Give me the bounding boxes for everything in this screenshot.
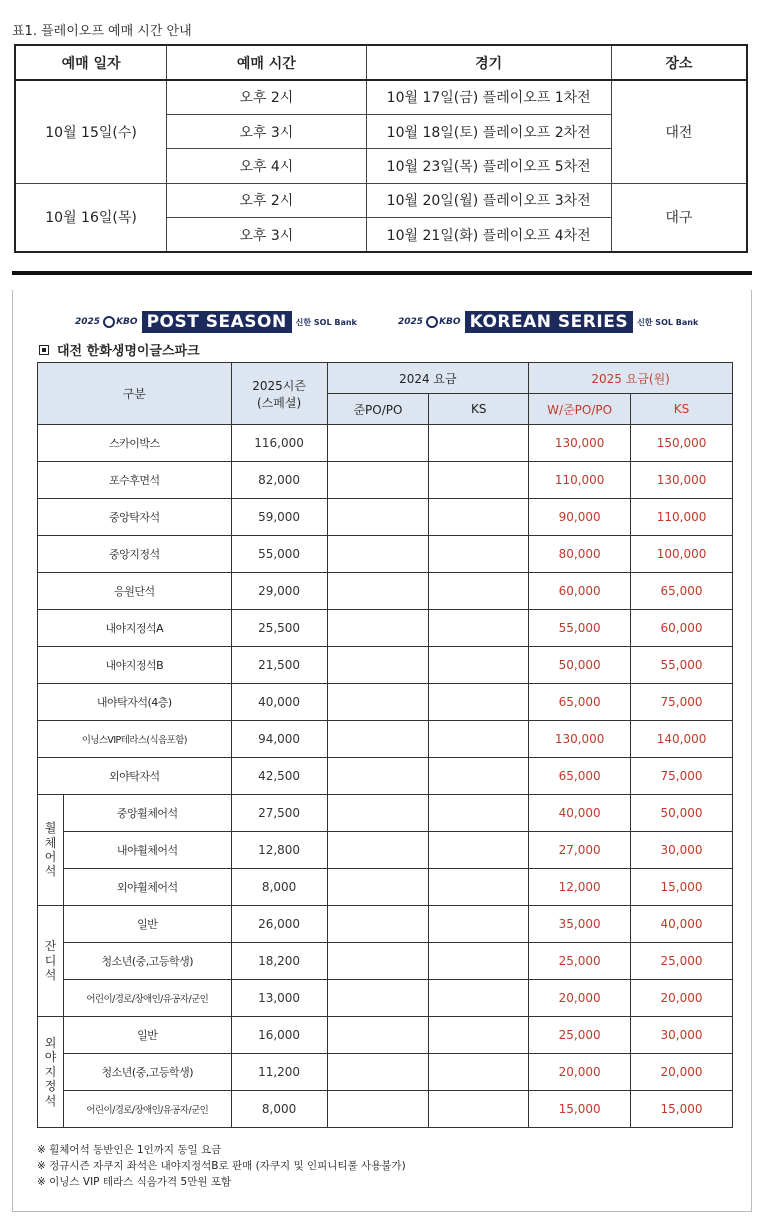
price-row	[38, 869, 733, 906]
price-2025-po: 50,000	[529, 647, 631, 684]
price-2024-po	[327, 832, 429, 869]
price-row	[38, 573, 733, 610]
price-row	[38, 832, 733, 869]
seat-name: 청소년(중,고등학생)	[63, 1054, 231, 1091]
price-2024-ks	[429, 832, 529, 869]
seat-name: 중앙지정석	[38, 536, 232, 573]
seat-name: 스카이박스	[38, 425, 232, 462]
season-price: 21,500	[231, 647, 327, 684]
price-row	[38, 980, 733, 1017]
header-category: 구분	[38, 363, 232, 425]
price-2024-ks	[429, 1091, 529, 1128]
price-2024-ks	[429, 721, 529, 758]
seat-name: 외야휠체어석	[63, 869, 231, 906]
price-row	[38, 943, 733, 980]
price-2025-po: 12,000	[529, 869, 631, 906]
price-row	[38, 462, 733, 499]
brand-sponsor: 신한 SOL Bank	[295, 317, 357, 327]
price-2025-ks: 130,000	[631, 462, 733, 499]
season-price: 13,000	[231, 980, 327, 1017]
schedule-table	[14, 44, 748, 253]
price-2024-po	[327, 721, 429, 758]
price-2024-po	[327, 980, 429, 1017]
price-2025-po: 27,000	[529, 832, 631, 869]
seat-name: 어린이/경로/장애인/유공자/군인	[63, 1091, 231, 1128]
brand-kbo: KBO	[439, 317, 461, 327]
seat-name: 내야휠체어석	[63, 832, 231, 869]
season-price: 94,000	[231, 721, 327, 758]
venue: 대전	[611, 80, 747, 183]
price-2025-po: 90,000	[529, 499, 631, 536]
notes	[37, 1142, 406, 1190]
note-line: ※ 이닝스 VIP 테라스 식음가격 5만원 포함	[37, 1176, 232, 1188]
seat-name: 중앙탁자석	[38, 499, 232, 536]
season-price: 82,000	[231, 462, 327, 499]
price-2024-po	[327, 1017, 429, 1054]
season-price: 40,000	[231, 684, 327, 721]
price-2024-ks	[429, 943, 529, 980]
price-2025-po: 40,000	[529, 795, 631, 832]
season-price: 11,200	[231, 1054, 327, 1091]
koreanseries-brand	[398, 311, 698, 333]
price-header-row	[38, 363, 733, 394]
schedule-row	[15, 80, 747, 114]
kbo-logo-icon	[426, 316, 438, 328]
seat-name: 응원단석	[38, 573, 232, 610]
schedule-header-row	[15, 45, 747, 80]
header-date: 예매 일자	[15, 45, 167, 80]
price-2024-ks	[429, 573, 529, 610]
price-2025-po: 65,000	[529, 758, 631, 795]
price-2024-po	[327, 647, 429, 684]
price-2024-po	[327, 536, 429, 573]
brand-banner: KOREAN SERIES	[465, 311, 634, 333]
season-price: 8,000	[231, 1091, 327, 1128]
price-2025-ks: 15,000	[631, 869, 733, 906]
price-2024-ks	[429, 425, 529, 462]
brand-banner: POST SEASON	[142, 311, 292, 333]
price-2025-po: 130,000	[529, 425, 631, 462]
game: 10월 18일(토) 플레이오프 2차전	[366, 114, 611, 148]
season-price: 12,800	[231, 832, 327, 869]
price-2024-po	[327, 499, 429, 536]
postseason-brand	[75, 311, 357, 333]
price-2025-po: 110,000	[529, 462, 631, 499]
price-2024-ks	[429, 684, 529, 721]
note-line: ※ 정규시즌 자쿠지 좌석은 내야지정석B로 판매 (자쿠지 및 인피니티풀 사용불가)	[37, 1160, 406, 1172]
price-row	[38, 536, 733, 573]
season-price: 18,200	[231, 943, 327, 980]
price-row	[38, 1017, 733, 1054]
season-price: 42,500	[231, 758, 327, 795]
price-2025-po: 20,000	[529, 1054, 631, 1091]
price-2025-ks: 55,000	[631, 647, 733, 684]
sale-date: 10월 15일(수)	[15, 80, 167, 183]
price-2024-po	[327, 869, 429, 906]
header-2024-ks: KS	[429, 394, 529, 425]
price-2025-po: 65,000	[529, 684, 631, 721]
price-2024-po	[327, 1091, 429, 1128]
price-2025-po: 35,000	[529, 906, 631, 943]
venue: 대구	[611, 183, 747, 252]
header-2025-ks: KS	[631, 394, 733, 425]
venue-title-text: 대전 한화생명이글스파크	[57, 344, 200, 359]
price-table	[37, 362, 733, 1128]
seat-name: 중앙휠체어석	[63, 795, 231, 832]
seat-name: 내야지정석A	[38, 610, 232, 647]
price-2025-po: 20,000	[529, 980, 631, 1017]
brand-year: 2025	[398, 317, 424, 327]
price-2025-po: 80,000	[529, 536, 631, 573]
price-2025-po: 15,000	[529, 1091, 631, 1128]
header-season: 2025시즌 (스페셜)	[231, 363, 327, 425]
brand-kbo: KBO	[116, 317, 138, 327]
seat-name: 어린이/경로/장애인/유공자/군인	[63, 980, 231, 1017]
header-venue: 장소	[611, 45, 747, 80]
brand-year: 2025	[75, 317, 101, 327]
price-2024-po	[327, 943, 429, 980]
seat-name: 청소년(중,고등학생)	[63, 943, 231, 980]
price-2024-po	[327, 906, 429, 943]
seat-name: 일반	[63, 1017, 231, 1054]
price-2024-ks	[429, 499, 529, 536]
note-line: ※ 휠체어석 동반인은 1인까지 동일 요금	[37, 1144, 222, 1156]
price-2025-ks: 15,000	[631, 1091, 733, 1128]
sale-time: 오후 3시	[167, 114, 366, 148]
seat-name: 외야탁자석	[38, 758, 232, 795]
sale-time: 오후 3시	[167, 218, 366, 252]
price-row	[38, 795, 733, 832]
seat-name: 포수후면석	[38, 462, 232, 499]
game: 10월 20일(월) 플레이오프 3차전	[366, 183, 611, 217]
venue-title	[39, 340, 200, 359]
price-row	[38, 610, 733, 647]
price-row	[38, 425, 733, 462]
season-price: 16,000	[231, 1017, 327, 1054]
price-2024-ks	[429, 1017, 529, 1054]
price-2025-po: 130,000	[529, 721, 631, 758]
price-2025-ks: 75,000	[631, 758, 733, 795]
price-row	[38, 758, 733, 795]
price-2024-po	[327, 573, 429, 610]
price-2024-ks	[429, 647, 529, 684]
price-2024-ks	[429, 795, 529, 832]
price-2024-po	[327, 425, 429, 462]
price-2024-po	[327, 795, 429, 832]
seat-name: 내야지정석B	[38, 647, 232, 684]
game: 10월 17일(금) 플레이오프 1차전	[366, 80, 611, 114]
price-2025-ks: 20,000	[631, 1054, 733, 1091]
price-2025-ks: 30,000	[631, 1017, 733, 1054]
price-2025-ks: 65,000	[631, 573, 733, 610]
season-price: 26,000	[231, 906, 327, 943]
sale-time: 오후 2시	[167, 183, 366, 217]
price-2024-po	[327, 610, 429, 647]
sale-date: 10월 16일(목)	[15, 183, 167, 252]
price-row	[38, 684, 733, 721]
seat-name: 내야탁자석(4층)	[38, 684, 232, 721]
price-2025-ks: 60,000	[631, 610, 733, 647]
price-2025-ks: 140,000	[631, 721, 733, 758]
season-price: 29,000	[231, 573, 327, 610]
price-2024-po	[327, 1054, 429, 1091]
price-2025-ks: 110,000	[631, 499, 733, 536]
price-row	[38, 906, 733, 943]
sale-time: 오후 4시	[167, 149, 366, 183]
price-2024-ks	[429, 462, 529, 499]
price-2025-ks: 100,000	[631, 536, 733, 573]
seat-name: 이닝스VIP테라스(식음포함)	[38, 721, 232, 758]
header-2025: 2025 요금(원)	[529, 363, 733, 394]
price-row	[38, 1054, 733, 1091]
price-2025-ks: 20,000	[631, 980, 733, 1017]
price-2025-ks: 30,000	[631, 832, 733, 869]
checkbox-square-icon	[39, 345, 49, 355]
price-2025-po: 60,000	[529, 573, 631, 610]
header-game: 경기	[366, 45, 611, 80]
season-price: 59,000	[231, 499, 327, 536]
price-2025-po: 25,000	[529, 943, 631, 980]
season-price: 8,000	[231, 869, 327, 906]
price-row	[38, 647, 733, 684]
price-2025-ks: 150,000	[631, 425, 733, 462]
price-row	[38, 499, 733, 536]
price-2024-po	[327, 462, 429, 499]
season-price: 25,500	[231, 610, 327, 647]
sale-time: 오후 2시	[167, 80, 366, 114]
price-2025-po: 25,000	[529, 1017, 631, 1054]
game: 10월 23일(목) 플레이오프 5차전	[366, 149, 611, 183]
price-2025-po: 55,000	[529, 610, 631, 647]
season-price: 27,500	[231, 795, 327, 832]
seat-group-label: 잔 디 석	[38, 906, 64, 1017]
price-2024-ks	[429, 758, 529, 795]
price-2024-ks	[429, 610, 529, 647]
seat-group-label: 휠 체 어 석	[38, 795, 64, 906]
price-2024-ks	[429, 980, 529, 1017]
brand-sponsor: 신한 SOL Bank	[637, 317, 699, 327]
schedule-caption: 표1. 플레이오프 예매 시간 안내	[12, 24, 192, 39]
price-2024-ks	[429, 869, 529, 906]
kbo-logo-icon	[103, 316, 115, 328]
section-divider	[12, 271, 752, 275]
price-2025-ks: 50,000	[631, 795, 733, 832]
price-poster	[12, 290, 752, 1212]
price-2025-ks: 75,000	[631, 684, 733, 721]
price-2025-ks: 25,000	[631, 943, 733, 980]
header-time: 예매 시간	[167, 45, 366, 80]
price-2024-ks	[429, 906, 529, 943]
seat-name: 일반	[63, 906, 231, 943]
price-row	[38, 721, 733, 758]
price-row	[38, 1091, 733, 1128]
header-2024: 2024 요금	[327, 363, 529, 394]
season-price: 55,000	[231, 536, 327, 573]
price-2025-ks: 40,000	[631, 906, 733, 943]
schedule-row	[15, 183, 747, 217]
price-2024-po	[327, 684, 429, 721]
seat-group-label: 외 야 지 정 석	[38, 1017, 64, 1128]
season-price: 116,000	[231, 425, 327, 462]
game: 10월 21일(화) 플레이오프 4차전	[366, 218, 611, 252]
price-2024-ks	[429, 536, 529, 573]
header-2025-po: W/준PO/PO	[529, 394, 631, 425]
price-2024-po	[327, 758, 429, 795]
header-2024-po: 준PO/PO	[327, 394, 429, 425]
price-2024-ks	[429, 1054, 529, 1091]
